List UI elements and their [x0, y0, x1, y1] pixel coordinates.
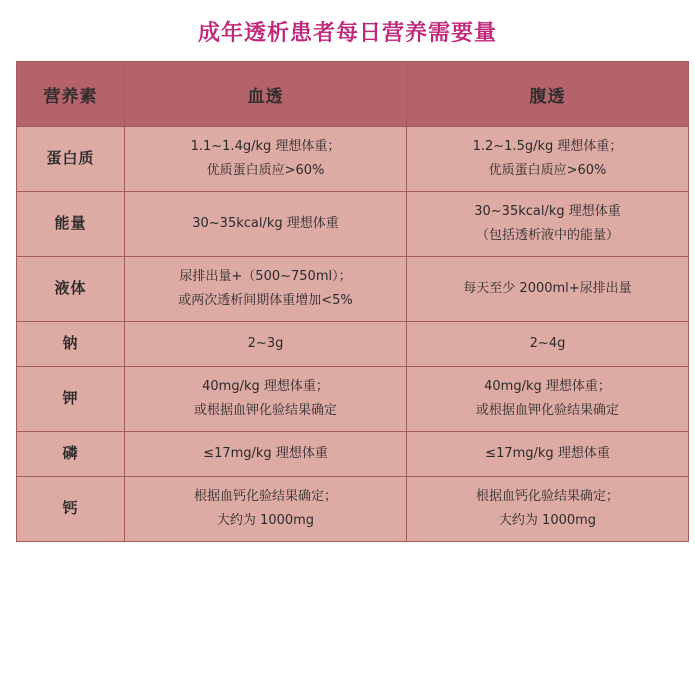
table-row	[17, 192, 689, 257]
table-row	[17, 476, 689, 541]
value-line: 优质蛋白质应>60%	[206, 163, 325, 179]
hemodialysis-value	[125, 192, 407, 257]
hemodialysis-value	[125, 127, 407, 192]
value-line: ≤17mg/kg 理想体重	[485, 445, 610, 461]
value-line: 尿排出量+（500~750ml）；	[179, 269, 352, 285]
value-line: 或根据血钾化验结果确定	[475, 403, 619, 419]
table-row	[17, 367, 689, 432]
value-line: 优质蛋白质应>60%	[488, 163, 607, 179]
peritoneal-dialysis-value	[407, 257, 689, 322]
hemodialysis-value	[125, 257, 407, 322]
column-header-nutrient: 营养素	[17, 62, 125, 127]
value-line: 1.1~1.4g/kg 理想体重；	[190, 139, 341, 154]
nutrient-name: 能量	[17, 192, 125, 257]
value-line: ≤17mg/kg 理想体重	[203, 445, 328, 461]
table-row	[17, 257, 689, 322]
column-header-hemodialysis: 血透	[125, 62, 407, 127]
nutrition-table-container	[16, 61, 679, 542]
hemodialysis-value	[125, 367, 407, 432]
table-header	[17, 62, 689, 127]
value-line: 2~3g	[247, 336, 284, 352]
value-line: 1.2~1.5g/kg 理想体重；	[472, 139, 623, 154]
nutrient-name: 钙	[17, 476, 125, 541]
column-header-peritoneal-dialysis: 腹透	[407, 62, 689, 127]
nutrient-name: 钾	[17, 367, 125, 432]
value-line: 或两次透析间期体重增加<5%	[178, 293, 353, 309]
page-title: 成年透析患者每日营养需要量	[197, 21, 497, 46]
value-line: 根据血钙化验结果确定；	[193, 488, 337, 504]
nutrient-name: 磷	[17, 432, 125, 477]
table-body	[17, 127, 689, 542]
value-line: 或根据血钾化验结果确定	[193, 403, 337, 419]
value-line: 每天至少 2000ml+尿排出量	[463, 281, 632, 297]
table-row	[17, 322, 689, 367]
hemodialysis-value	[125, 322, 407, 367]
nutrient-name: 蛋白质	[17, 127, 125, 192]
nutrient-name: 液体	[17, 257, 125, 322]
nutrient-name: 钠	[17, 322, 125, 367]
value-line: 大约为 1000mg	[216, 512, 315, 528]
peritoneal-dialysis-value	[407, 127, 689, 192]
value-line: 30~35kcal/kg 理想体重	[192, 216, 339, 232]
value-line: 根据血钙化验结果确定；	[475, 488, 619, 504]
peritoneal-dialysis-value	[407, 367, 689, 432]
value-line: 30~35kcal/kg 理想体重	[474, 204, 621, 220]
peritoneal-dialysis-value	[407, 192, 689, 257]
peritoneal-dialysis-value	[407, 322, 689, 367]
table-row	[17, 432, 689, 477]
hemodialysis-value	[125, 432, 407, 477]
value-line: （包括透析液中的能量）	[475, 228, 619, 244]
table-row	[17, 127, 689, 192]
value-line: 2~4g	[529, 336, 566, 352]
value-line: 大约为 1000mg	[498, 512, 597, 528]
peritoneal-dialysis-value	[407, 476, 689, 541]
value-line: 40mg/kg 理想体重；	[484, 379, 611, 395]
table-header-row	[17, 62, 689, 127]
peritoneal-dialysis-value	[407, 432, 689, 477]
hemodialysis-value	[125, 476, 407, 541]
nutrition-table	[16, 61, 689, 542]
value-line: 40mg/kg 理想体重；	[202, 379, 329, 395]
